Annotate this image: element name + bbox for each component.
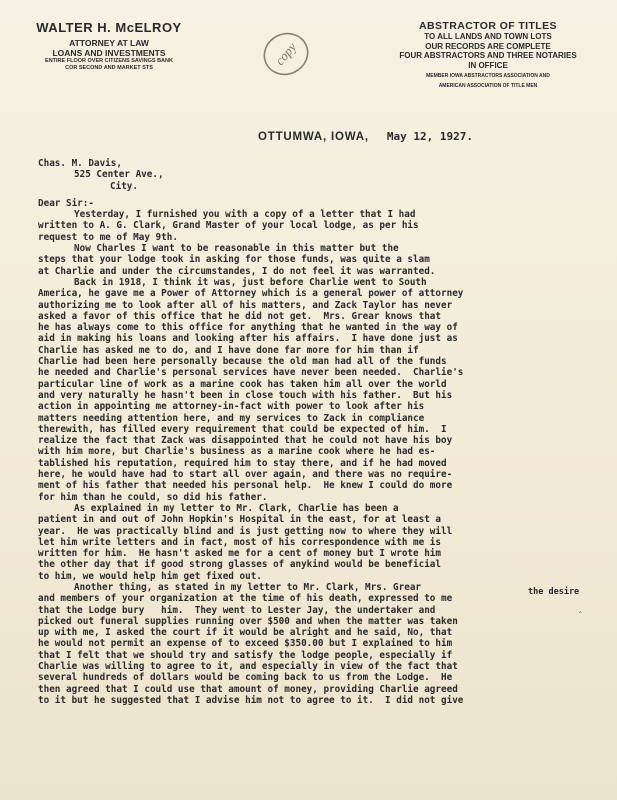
- letter-line: for him than he could, so did his father.: [38, 491, 268, 503]
- place-date-line: [258, 130, 473, 143]
- letterhead-title: ATTORNEY AT LAW: [69, 38, 149, 48]
- letter-date: May 12, 1927.: [386, 130, 473, 143]
- letter-line: tablished his reputation, required him to stay there, and if he had moved: [38, 457, 447, 469]
- salutation: Dear Sir:-: [38, 197, 94, 209]
- letterhead-location: ENTIRE FLOOR OVER CITIZENS SAVINGS BANK: [45, 58, 173, 64]
- letter-line: then agreed that I could use that amount of money, providing Charlie agreed: [38, 683, 458, 695]
- letter-line: therewith, has filled every requirement that could be expected of him. I: [38, 423, 447, 435]
- letter-line: year. He was practically blind and is just getting now to where they will: [38, 525, 453, 537]
- letter-line: action in appointing me attorney-in-fact with power to look after his: [38, 401, 425, 413]
- letter-line: picked out funeral supplies running over $500 and when the matter was taken: [38, 615, 458, 627]
- letter-line: and members of your organization at the time of his death, expressed to me: [38, 593, 453, 605]
- letter-line: the other day that if good strong glasses of anykind would be beneficial: [38, 559, 441, 571]
- letter-line: up with me, I asked the court if it would be alright and he said, No, that: [38, 627, 453, 639]
- address-line: Chas. M. Davis,: [38, 158, 122, 169]
- letter-line: he has always come to this office for anything that he wanted in the way of: [38, 322, 458, 334]
- recipient-address: [38, 158, 610, 192]
- letterhead-right: [380, 20, 596, 89]
- letter-line: matters needing attention here, and my services to Zack in compliance: [38, 412, 425, 424]
- address-line: City.: [110, 180, 138, 192]
- letter-line: and very naturally he hasn't been in close touch with his father. But his: [38, 389, 453, 401]
- letterhead-left: [14, 20, 204, 72]
- letter-line: Charlie had been here personally because the old man had all of the funds: [38, 356, 447, 368]
- letter-line: to it but he suggested that I advise him not to agree to it. I did not give: [38, 694, 464, 706]
- letter-line: with him more, but Charlie's business as a marine cook where he had es-: [38, 446, 436, 458]
- letter-line: several hundreds of dollars would be coming back to us from the Lodge. He: [38, 672, 453, 684]
- letterhead-right-title: ABSTRACTOR OF TITLES: [419, 20, 557, 32]
- letter-line: he needed and Charlie's personal services have never been needed. Charlie's: [38, 367, 464, 379]
- letterhead-membership: MEMBER IOWA ABSTRACTORS ASSOCIATION AND: [426, 73, 550, 79]
- letter-line: Another thing, as stated in my letter to Mr. Clark, Mrs. Grear: [74, 581, 422, 593]
- handwritten-insertion: the desire: [528, 587, 580, 597]
- letter-line: let him write letters and in fact, most of his correspondence with me is: [38, 536, 441, 548]
- letter-line: Yesterday, I furnished you with a copy of a letter that I had: [74, 209, 416, 221]
- letterhead-right-line: OUR RECORDS ARE COMPLETE: [425, 41, 551, 51]
- letter-line: that I felt that we should try and satisfy the lodge people, especially if: [38, 649, 453, 661]
- letter-line: Now Charles I want to be reasonable in this matter but the: [74, 243, 399, 255]
- letter-line: that the Lodge bury him. They went to Lester Jay, the undertaker and: [38, 604, 436, 616]
- letter-line: authorizing me to look after all of his matters, and Zack Taylor has never: [38, 299, 453, 311]
- letter-paragraph: [38, 243, 610, 277]
- letter-paragraphs: [38, 209, 610, 706]
- letter-line: written to A. G. Clark, Grand Master of your local lodge, as per his: [38, 220, 419, 232]
- letter-line: Charlie has asked me to do, and I have done far more for him than if: [38, 344, 419, 356]
- letterhead-right-line: FOUR ABSTRACTORS AND THREE NOTARIES: [399, 51, 577, 60]
- letterhead-services: LOANS AND INVESTMENTS: [52, 48, 166, 58]
- letter-line: realize the fact that Zack was disappointed that he could not have his boy: [38, 435, 453, 447]
- letterhead-right-line: TO ALL LANDS AND TOWN LOTS: [424, 32, 552, 41]
- letter-line: asked a favor of this office that he did not get. Mrs. Grear knows that: [38, 310, 441, 322]
- insertion-caret: ‸: [579, 604, 582, 613]
- letter-line: steps that your lodge took in asking for those funds, was quite a slam: [38, 254, 430, 266]
- letter-line: Back in 1918, I think it was, just before Charlie went to South: [74, 276, 427, 288]
- letter-line: here, he would have had to start all over again, and there was no require-: [38, 469, 453, 481]
- letterhead-name: WALTER H. McELROY: [36, 20, 182, 35]
- letter-paragraph: [38, 209, 610, 243]
- letterhead-right-line: IN OFFICE: [468, 60, 508, 70]
- copy-stamp-text: copy: [271, 39, 300, 68]
- letter-place: OTTUMWA, IOWA,: [258, 131, 369, 143]
- letter-line: at Charlie and under the circumstandes, I do not feel it was warranted.: [38, 265, 436, 277]
- letter-line: America, he gave me a Power of Attorney which is a general power of attorney: [38, 288, 464, 300]
- letter-line: request to me of May 9th.: [38, 231, 178, 243]
- letter-line: patient in and out of John Hopkin's Hospital in the east, for at least a: [38, 514, 441, 526]
- copy-stamp: [258, 26, 314, 82]
- letter-paragraph: [38, 277, 610, 503]
- letter-line: particular line of work as a marine cook has taken him all over the world: [38, 378, 447, 390]
- letterhead-address: COR SECOND AND MARKET STS: [65, 65, 153, 71]
- address-line: 525 Center Ave.,: [74, 169, 164, 181]
- letter-line: aid in making his loans and looking after his affairs. I have done just as: [38, 333, 458, 345]
- letter-paragraph: [38, 582, 610, 706]
- letter-body: [38, 158, 610, 706]
- letter-paragraph: [38, 503, 610, 582]
- letter-line: ment of his father that needed his personal help. He knew I could do more: [38, 480, 453, 492]
- letter-line: he would not permit an expense of to exceed $350.00 but I explained to him: [38, 638, 453, 650]
- letter-line: As explained in my letter to Mr. Clark, Charlie has been a: [74, 502, 399, 514]
- letter-line: to him, we would help him get fixed out.: [38, 570, 262, 582]
- letterhead-membership: AMERICAN ASSOCIATION OF TITLE MEN: [438, 82, 538, 89]
- letter-line: written for him. He hasn't asked me for a cent of money but I wrote him: [38, 548, 441, 560]
- letter-line: Charlie was willing to agree to it, and especially in view of the fact that: [38, 661, 458, 673]
